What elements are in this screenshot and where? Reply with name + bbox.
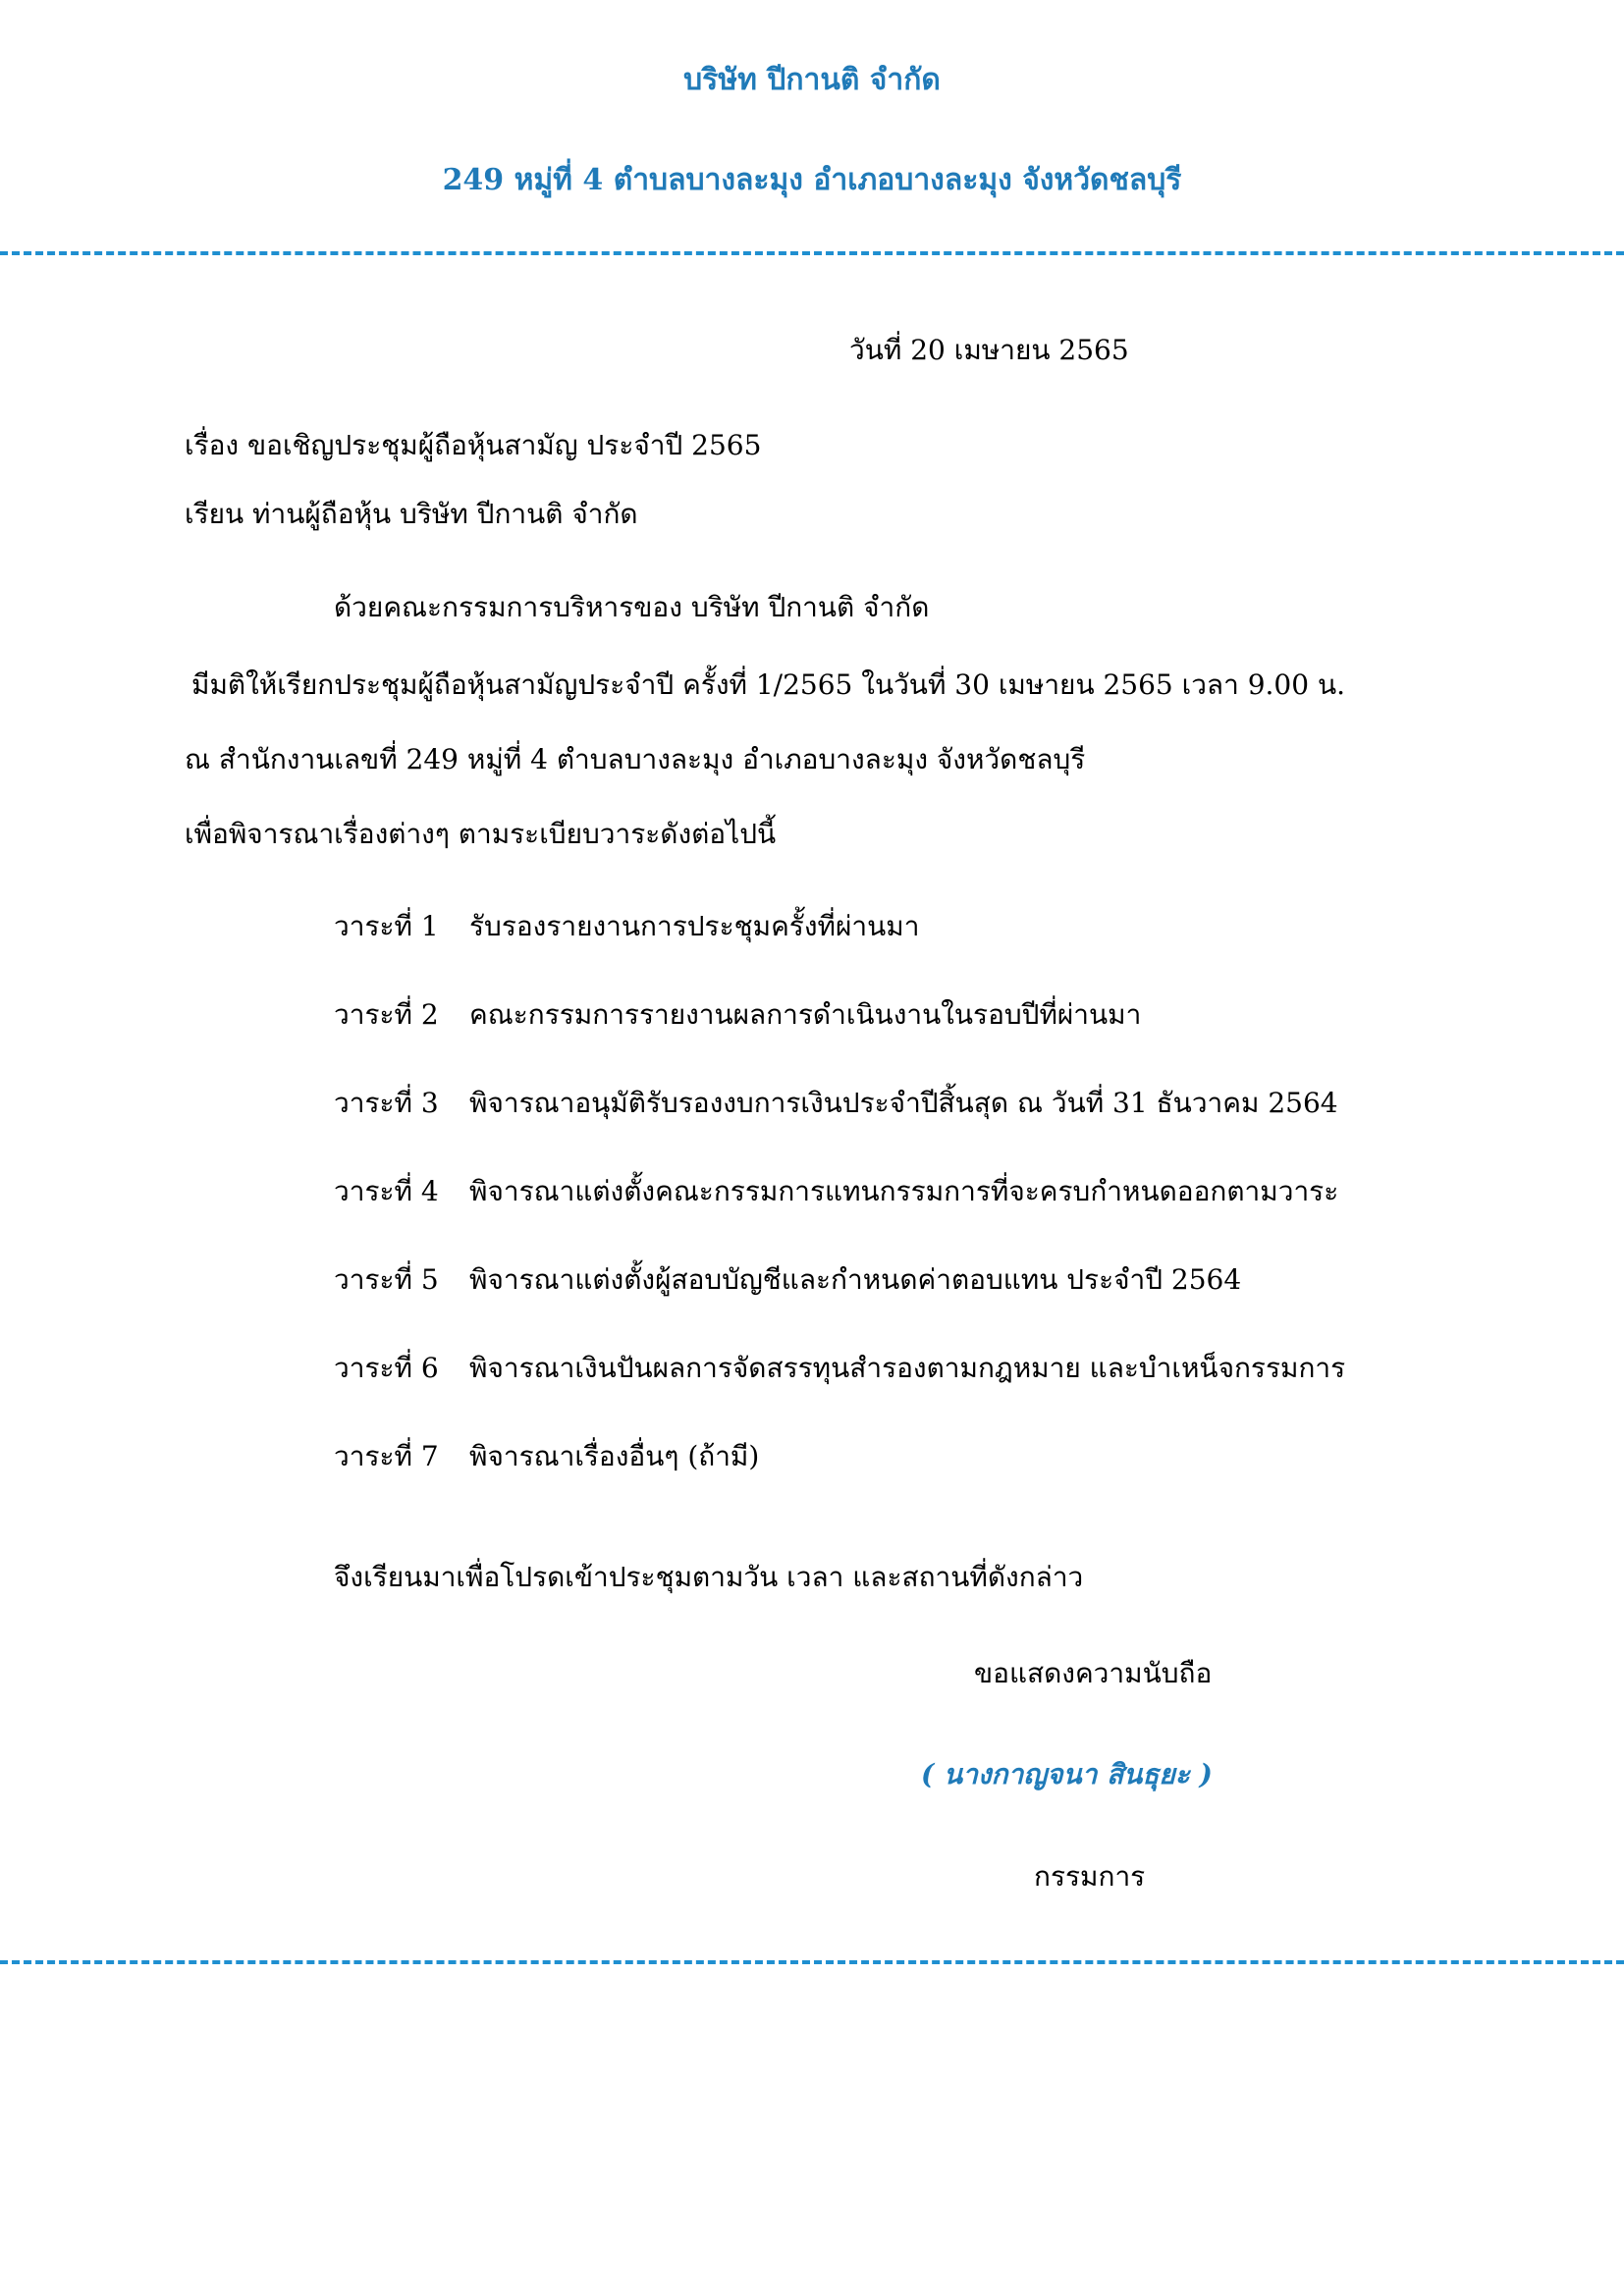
letter-addressee: เรียน ท่านผู้ถือหุ้น บริษัท ปีกานติ จำกัด (185, 498, 638, 530)
agenda-item-5 (334, 1258, 1241, 1302)
bottom-divider (0, 1960, 1624, 1964)
body-paragraph-line-3: ณ สำนักงานเลขที่ 249 หมู่ที่ 4 ตำบลบางละมุง อำเภอบางละมุง จังหวัดชลบุรี (185, 743, 1086, 775)
company-address: 249 หมู่ที่ 4 ตำบลบางละมุง อำเภอบางละมุง จังหวัดชลบุรี (442, 163, 1182, 197)
agenda-text: พิจารณาเงินปันผลการจัดสรรทุนสำรองตามกฎหมาย และบำเหน็จกรรมการ (469, 1352, 1346, 1384)
signer-name: ( นางกาญจนา สินธุยะ ) (921, 1758, 1213, 1790)
agenda-item-3 (334, 1082, 1338, 1125)
agenda-label: วาระที่ 1 (334, 910, 439, 942)
agenda-item-4 (334, 1170, 1338, 1213)
agenda-text: คณะกรรมการรายงานผลการดำเนินงานในรอบปีที่ผ่านมา (469, 998, 1142, 1031)
agenda-label: วาระที่ 2 (334, 998, 439, 1031)
agenda-label: วาระที่ 7 (334, 1440, 439, 1472)
agenda-item-2 (334, 993, 1141, 1037)
agenda-text: พิจารณาแต่งตั้งคณะกรรมการแทนกรรมการที่จะครบกำหนดออกตามวาระ (469, 1175, 1339, 1207)
agenda-label: วาระที่ 3 (334, 1087, 439, 1119)
agenda-text: พิจารณาแต่งตั้งผู้สอบบัญชีและกำหนดค่าตอบแทน ประจำปี 2564 (469, 1263, 1242, 1296)
body-paragraph-line-2: มีมติให้เรียกประชุมผู้ถือหุ้นสามัญประจำปี ครั้งที่ 1/2565 ในวันที่ 30 เมษายน 2565 เวลา 9.00 น. (191, 668, 1346, 701)
company-name: บริษัท ปีกานติ จำกัด (683, 63, 941, 97)
agenda-item-6 (334, 1347, 1345, 1390)
letter-subject: เรื่อง ขอเชิญประชุมผู้ถือหุ้นสามัญ ประจำปี 2565 (185, 429, 762, 461)
regards-line: ขอแสดงความนับถือ (974, 1657, 1213, 1689)
letter-date: วันที่ 20 เมษายน 2565 (849, 334, 1129, 366)
closing-line: จึงเรียนมาเพื่อโปรดเข้าประชุมตามวัน เวลา และสถานที่ดังกล่าว (334, 1561, 1084, 1593)
agenda-label: วาระที่ 4 (334, 1175, 439, 1207)
agenda-item-7 (334, 1435, 759, 1478)
agenda-text: พิจารณาอนุมัติรับรองงบการเงินประจำปีสิ้นสุด ณ วันที่ 31 ธันวาคม 2564 (469, 1087, 1338, 1119)
agenda-label: วาระที่ 5 (334, 1263, 439, 1296)
body-paragraph-line-4: เพื่อพิจารณาเรื่องต่างๆ ตามระเบียบวาระดังต่อไปนี้ (185, 818, 777, 850)
signer-title: กรรมการ (1034, 1860, 1146, 1893)
agenda-text: รับรองรายงานการประชุมครั้งที่ผ่านมา (469, 910, 920, 942)
agenda-label: วาระที่ 6 (334, 1352, 439, 1384)
top-divider (0, 251, 1624, 255)
agenda-item-1 (334, 905, 919, 948)
agenda-text: พิจารณาเรื่องอื่นๆ (ถ้ามี) (469, 1440, 760, 1472)
body-paragraph-line-1: ด้วยคณะกรรมการบริหารของ บริษัท ปีกานติ จำกัด (334, 591, 930, 623)
